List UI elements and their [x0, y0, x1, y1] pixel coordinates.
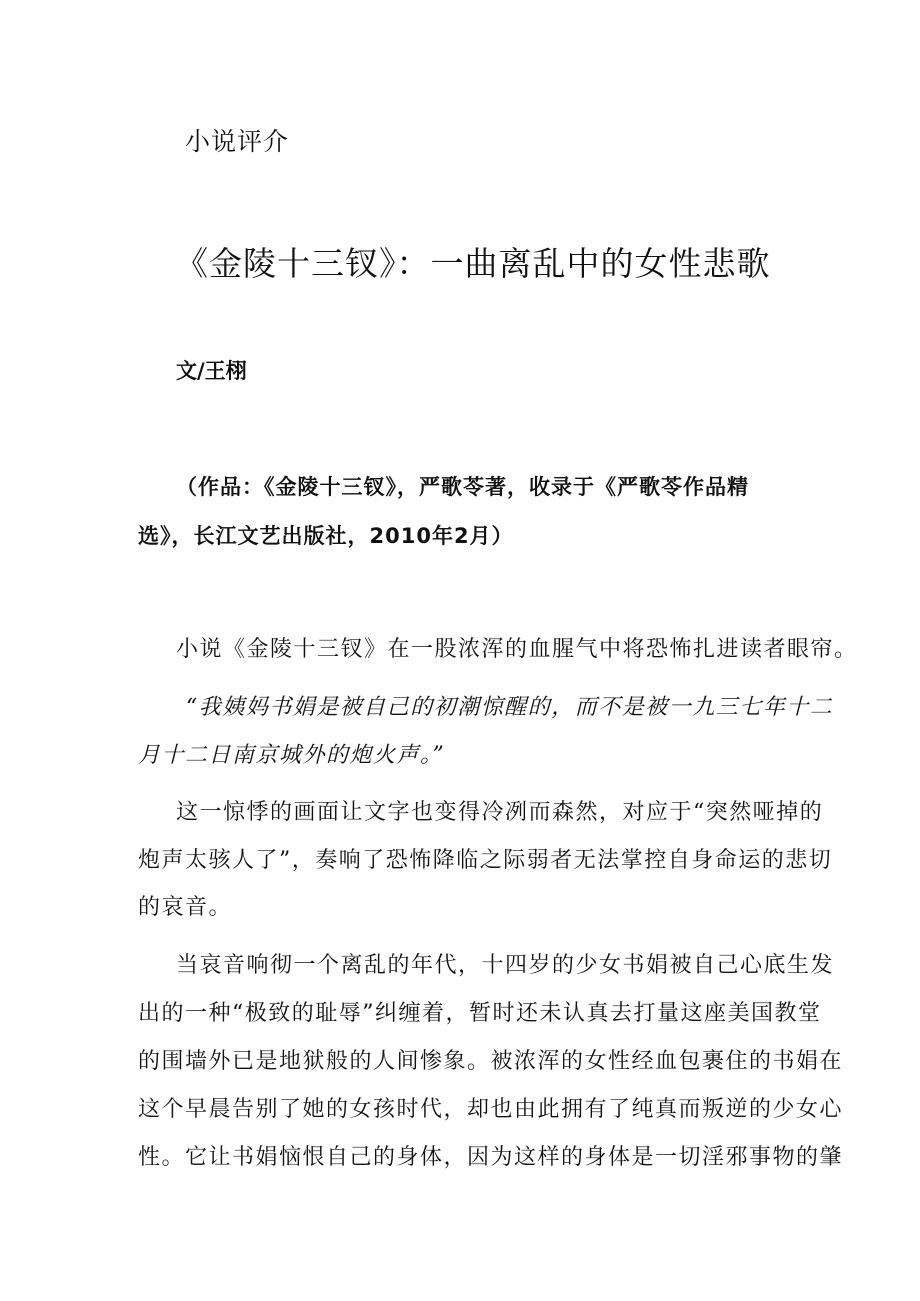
source-note-line-1: （作品：《金陵十三钗》，严歌苓著，收录于《严歌苓作品精	[176, 475, 749, 499]
paragraph-4-line-3: 的围墙外已是地狱般的人间惨象。被浓浑的女性经血包裹住的书娟在	[138, 1049, 844, 1074]
paragraph-4-line-5: 性。它让书娟恼恨自己的身体，因为这样的身体是一切淫邪事物的肇	[138, 1145, 844, 1170]
paragraph-3-line-1: 这一惊悸的画面让文字也变得冷冽而森然，对应于“突然哑掉的	[176, 800, 824, 825]
paragraph-3-line-3: 的哀音。	[138, 895, 233, 920]
quote-line-2: 月十二日南京城外的炮火声。”	[138, 743, 446, 768]
article-title: 《金陵十三钗》：一曲离乱中的女性悲歌	[175, 244, 771, 283]
paragraph-4-line-2: 出的一种“极致的耻辱”纠缠着，暂时还未认真去打量这座美国教堂	[138, 1001, 822, 1026]
paragraph-3-line-2: 炮声太骇人了”，奏响了恐怖降临之际弱者无法掌控自身命运的悲切	[138, 848, 833, 873]
article-byline: 文/王栩	[176, 359, 247, 383]
paragraph-4-line-1: 当哀音响彻一个离乱的年代，十四岁的少女书娟被自己心底生发	[176, 953, 835, 978]
source-note-line-2: 选》，长江文艺出版社，2010年2月）	[138, 524, 514, 548]
paragraph-1-line-1: 小说《金陵十三钗》在一股浓浑的血腥气中将恐怖扎进读者眼帘。	[176, 637, 858, 662]
paragraph-4-line-4: 这个早晨告别了她的女孩时代，却也由此拥有了纯真而叛逆的少女心	[138, 1097, 844, 1122]
quote-line-1: “我姨妈书娟是被自己的初潮惊醒的，而不是被一九三七年十二	[186, 695, 834, 720]
article-category: 小说评介	[185, 127, 290, 156]
